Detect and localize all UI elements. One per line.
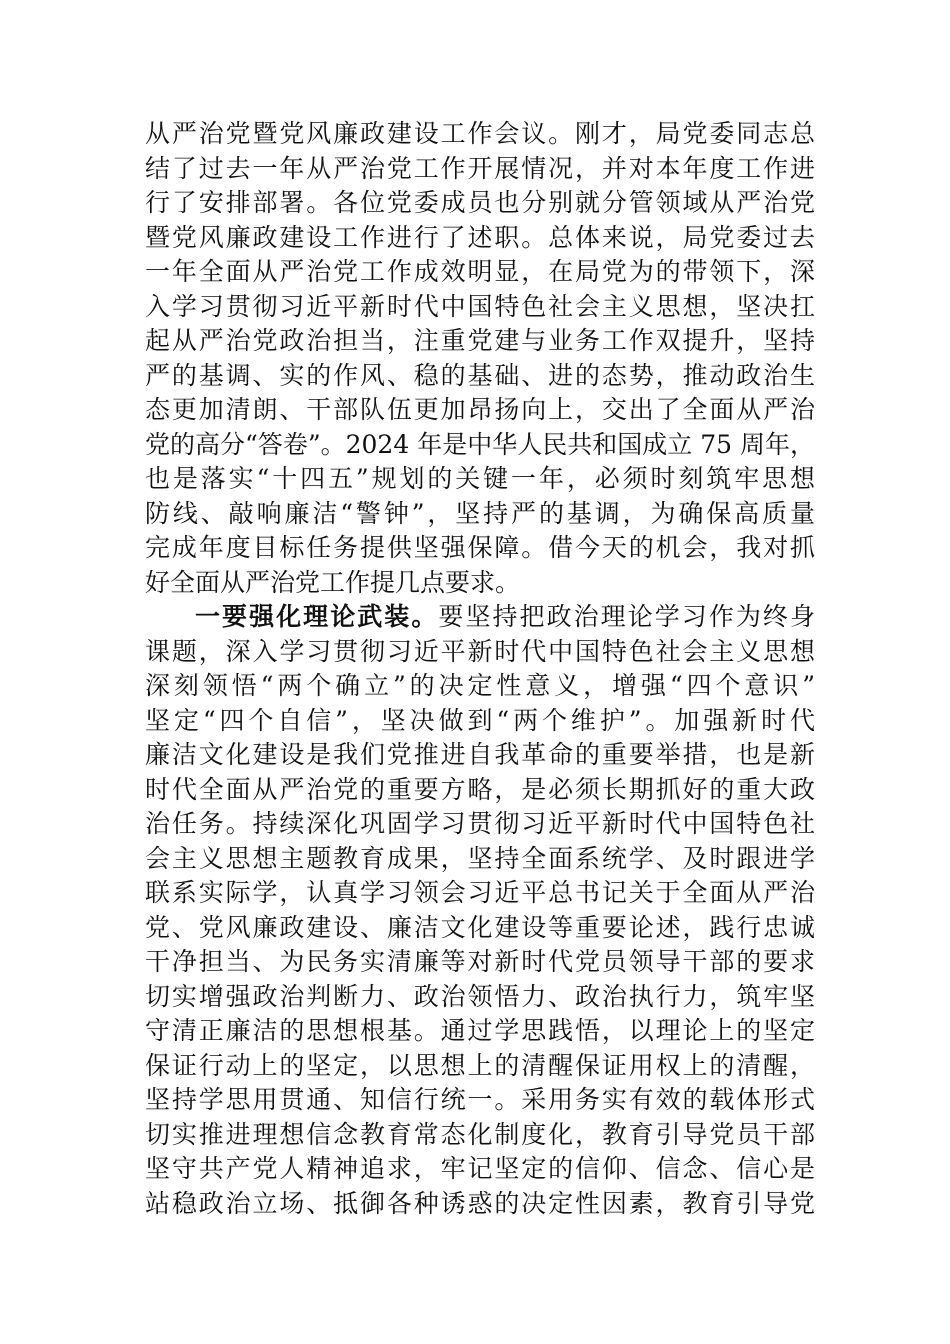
text-line: 切实推进理想信念教育常态化制度化，教育引导党员干部 <box>145 1119 815 1149</box>
paragraph-continuation <box>145 117 815 600</box>
text-line: 好全面从严治党工作提几点要求。 <box>145 567 521 597</box>
text-line: 暨党风廉政建设工作进行了述职。总体来说，局党委过去 <box>145 222 815 252</box>
text-line: 也是落实“十四五”规划的关键一年，必须时刻筑牢思想 <box>145 464 815 493</box>
paragraph-theory-armament <box>145 600 815 1221</box>
text-line: 治任务。持续深化巩固学习贯彻习近平新时代中国特色社 <box>145 809 815 838</box>
text-line: 坚守共产党人精神追求，牢记坚定的信仰、信念、信心是 <box>145 1154 815 1183</box>
text-line: 党的高分“答卷”。2024 年是中华人民共和国成立 75 周年， <box>145 429 815 459</box>
text-line: 入学习贯彻习近平新时代中国特色社会主义思想，坚决扛 <box>145 291 815 321</box>
text-line: 深刻领悟“两个确立”的决定性意义，增强“四个意识” <box>145 671 815 700</box>
text-line: 站稳政治立场、抵御各种诱惑的决定性因素，教育引导党 <box>145 1188 815 1218</box>
text-line: 防线、敲响廉洁“警钟”，坚持严的基调，为确保高质量 <box>145 498 815 528</box>
text-line: 完成年度目标任务提供坚强保障。借今天的机会，我对抓 <box>145 533 815 562</box>
text-line: 保证行动上的坚定，以思想上的清醒保证用权上的清醒， <box>145 1050 815 1080</box>
text-line: 党、党风廉政建设、廉洁文化建设等重要论述，践行忠诚 <box>145 912 815 942</box>
text-line: 严的基调、实的作风、稳的基础、进的态势，推动政治生 <box>145 360 815 390</box>
text-line: 会主义思想主题教育成果，坚持全面系统学、及时跟进学 <box>145 843 815 873</box>
text-line: 干净担当、为民务实清廉等对新时代党员领导干部的要求 <box>145 947 815 976</box>
document-body <box>145 117 815 1221</box>
text-line: 课题，深入学习贯彻习近平新时代中国特色社会主义思想 <box>145 636 815 666</box>
text-line: 坚定“四个自信”，坚决做到“两个维护”。加强新时代 <box>145 705 815 735</box>
text-line: 起从严治党政治担当，注重党建与业务工作双提升，坚持 <box>145 326 815 355</box>
text-line: 一年全面从严治党工作成效明显，在局党为的带领下，深 <box>145 257 815 286</box>
section-heading: 一要强化理论武装。 <box>195 602 439 631</box>
text-line: 联系实际学，认真学习领会习近平总书记关于全面从严治 <box>145 878 815 907</box>
text-line: 廉洁文化建设是我们党推进自我革命的重要举措，也是新 <box>145 740 815 769</box>
text-line: 态更加清朗、干部队伍更加昂扬向上，交出了全面从严治 <box>145 395 815 424</box>
text-run: 要坚持把政治理论学习作为终身 <box>438 602 815 631</box>
text-line: 坚持学思用贯通、知信行统一。采用务实有效的载体形式 <box>145 1085 815 1114</box>
text-line: 从严治党暨党风廉政建设工作会议。刚才，局党委同志总 <box>145 119 815 148</box>
text-line: 结了过去一年从严治党工作开展情况，并对本年度工作进 <box>145 153 815 183</box>
text-line: 守清正廉洁的思想根基。通过学思践悟，以理论上的坚定 <box>145 1016 815 1045</box>
paragraph-first-line <box>145 600 815 635</box>
text-line: 时代全面从严治党的重要方略，是必须长期抓好的重大政 <box>145 774 815 804</box>
text-line: 切实增强政治判断力、政治领悟力、政治执行力，筑牢坚 <box>145 981 815 1011</box>
text-line: 行了安排部署。各位党委成员也分别就分管领域从严治党 <box>145 188 815 217</box>
